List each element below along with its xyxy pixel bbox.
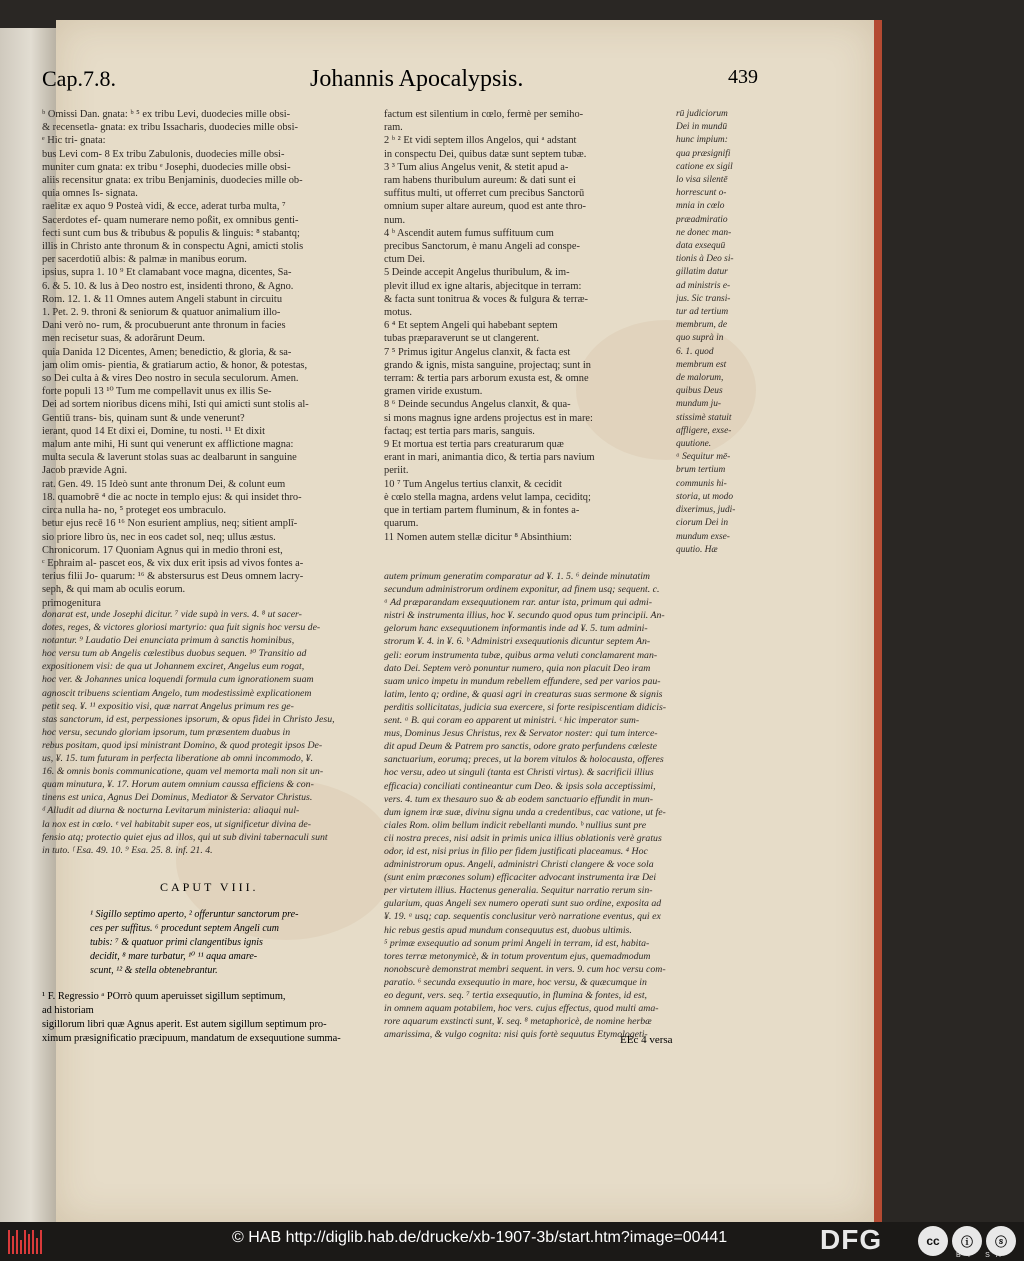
commentary-line: vers. 4. tum ex thesauro suo & ab eodem sanctuario effundit in mun- xyxy=(384,793,654,805)
text-line: 18. quamobrē ⁴ die ac nocte in templo ejus: & qui insidet thro- xyxy=(42,491,302,503)
margin-note-line: de malorum, xyxy=(676,373,724,384)
text-line: grando & ignis, mista sanguine, projectaq; sunt in xyxy=(384,359,591,371)
text-line: 10 ⁷ Tum Angelus tertius clanxit, & cecidit xyxy=(384,478,562,490)
commentary-line: latim, lento q; ordine, & quasi agri in creaturas suas sermone & signis xyxy=(384,688,663,700)
text-line: betur ejus recē 16 ¹⁶ Non esurient amplius, neq; sitient amplī- xyxy=(42,518,298,530)
right-marginal-notes xyxy=(676,108,760,557)
text-line: circa nulla ha- no, ⁵ proteget eos umbraculo. xyxy=(42,505,226,517)
margin-note-line: rū judiciorum xyxy=(676,109,728,119)
chapter-summary xyxy=(90,908,380,978)
margin-note-line: horrescunt o- xyxy=(676,188,727,199)
summary-line: ¹ Sigillo septimo aperto, ² offeruntur sanctorum pre- xyxy=(90,909,299,920)
commentary-line: tores terræ metonymicè, & in totum proventum ejus, quemadmodum xyxy=(384,950,651,962)
text-line: ipsius, supra 1. 10 ⁹ Et clamabant voce magna, dicentes, Sa- xyxy=(42,267,292,279)
margin-note-line: 6. 1. quod xyxy=(676,346,714,357)
margin-note-line: quutione. xyxy=(676,439,712,450)
commentary-line: geli: eorum instrumenta tubæ, quibus arma veluti conclamarent man- xyxy=(384,649,658,661)
margin-note-line: mnia in cœlo xyxy=(676,201,725,212)
chapter-opening-text xyxy=(42,990,382,1046)
commentary-line: ciales Rom. olim bellum indicit rebellanti mundo. ᵇ nullius sunt pre xyxy=(384,819,647,831)
margin-note-line: mundum exse- xyxy=(676,531,730,542)
margin-note-line: gillatim datur xyxy=(676,267,728,278)
chapter-heading: CAPUT VIII. xyxy=(160,880,259,894)
text-line: 2 ᵇ ² Et vidi septem illos Angelos, qui ᵃ adstant xyxy=(384,135,577,147)
commentary-line: notantur. ⁹ Laudatio Dei enunciata primum à sanctis hominibus, xyxy=(42,635,295,647)
margin-note-line: brum tertium xyxy=(676,465,726,476)
text-line: gramen viride exustum. xyxy=(384,386,483,398)
catchword: EEc 4 versa xyxy=(620,1034,673,1046)
summary-line: scunt, ¹² & stella obtenebrantur. xyxy=(90,965,218,976)
margin-note-line: hunc impium: xyxy=(676,135,728,146)
cc-icon: cc xyxy=(918,1226,948,1256)
margin-note-line: mundum ju- xyxy=(676,399,722,410)
text-line: quarum. xyxy=(384,518,419,530)
left-commentary xyxy=(42,608,378,857)
sa-icon: ⓢ xyxy=(986,1226,1016,1256)
commentary-line: quam minutura, ¥. 17. Horum autem omnium caussa efficiens & con- xyxy=(42,779,314,791)
text-line: 8 ⁶ Deinde secundus Angelus clanxit, & qua- xyxy=(384,399,571,411)
commentary-line: suam unico impetu in mundum rebellem effundere, sed per varios pau- xyxy=(384,675,661,687)
text-line: 3 ³ Tum alius Angelus venit, & stetit apud a- xyxy=(384,161,569,173)
commentary-line: us, ¥. 15. tum futuram in perfecta liberatione ab omni incommodo, ¥. xyxy=(42,753,314,765)
margin-note-line: dixerimus, judi- xyxy=(676,505,736,516)
margin-note-line: qua præsignifi xyxy=(676,148,731,159)
book-title: Johannis Apocalypsis. xyxy=(310,66,524,92)
text-line: ¹ F. Regressio ᵃ POrrò quum aperuisset sigillum septimum, xyxy=(42,991,286,1002)
text-line: ad historiam xyxy=(42,1005,94,1016)
commentary-line: ᵈ Alludit ad diurna & nocturna Levitarum ministeria: aliaqui nul- xyxy=(42,805,300,817)
text-line: que in tertiam partem fluminum, & in fontes a- xyxy=(384,505,580,517)
margin-note-line: jus. Sic transi- xyxy=(676,293,731,304)
commentary-line: dum ignem iræ suæ, divinu signu unda a credentibus, cac vatione, ut fe- xyxy=(384,806,666,818)
text-line: rat. Gen. 49. 15 Ideò sunt ante thronum Dei, & colunt eum xyxy=(42,478,286,490)
commentary-line: per virtutem illius. Hactenus generalia. Sequitur narratio rerum sin- xyxy=(384,885,653,897)
text-line: tubas præparaverunt se ut clangerent. xyxy=(384,333,539,345)
commentary-line: rebus positam, quod ipsi ministrant Domino, & quod protegit ipsos De- xyxy=(42,739,323,751)
margin-note-line: quutio. Hæ xyxy=(676,544,718,555)
text-line: 5 Deinde accepit Angelus thuribulum, & im- xyxy=(384,267,570,279)
text-line: 11 Nomen autem stellæ dicitur ⁸ Absinthium: xyxy=(384,531,572,543)
commentary-line: hoc versu tum ab Angelis cælestibus duobus sequen. ¹⁰ Transitio ad xyxy=(42,648,307,660)
commentary-line: sent. ᵃ B. qui coram eo apparent ut ministri. ᶜ hic imperator sum- xyxy=(384,715,640,727)
text-line: jam olim omis- pientia, & gratiarum actio, & honor, & potestas, xyxy=(42,359,308,371)
text-line: men recisetur suas, & adorārunt Deum. xyxy=(42,333,206,345)
commentary-line: hic rebus gestis apud mundum consequutus est, duobus ultimis. xyxy=(384,924,632,936)
text-line: fecti sunt cum bus & tribubus & populis & linguis: ⁸ stabantq; xyxy=(42,227,300,239)
commentary-line: in omnem aquam potabilem, hoc vers. cujus effectus, quod multi ama- xyxy=(384,1003,659,1015)
margin-note-line: ne donec man- xyxy=(676,227,732,238)
text-line: terius filii Jo- quarum: ¹⁶ & abstersurus est Deus omnem lacry- xyxy=(42,571,304,583)
commentary-line: dotes, reges, & victores gloriosi martyrio: qua fuit signis hoc versu de- xyxy=(42,622,321,634)
text-line: suffitus multi, ut offerret cum precibus Sanctorū xyxy=(384,188,585,200)
by-icon: ⓘ xyxy=(952,1226,982,1256)
margin-note-line: ad ministris e- xyxy=(676,280,731,291)
margin-note-line: præadmiratio xyxy=(676,214,728,225)
text-line: Chronicorum. 17 Quoniam Agnus qui in medio throni est, xyxy=(42,544,283,556)
text-line: ᵇ Omissi Dan. gnata: ᵇ ⁵ ex tribu Levi, duodecies mille obsi- xyxy=(42,109,291,120)
right-column-text xyxy=(384,108,676,544)
commentary-line: cii nostra preces, nisi adsit in primis unica illius oblationis verè gratus xyxy=(384,832,662,844)
commentary-line: (sunt enim præcones solum) efficaciter advocant instrumenta iræ Dei xyxy=(384,872,657,884)
commentary-line: amarissima, & vulgo cognita: nisi quis fortè sequutus Etymologeti- xyxy=(384,1029,648,1041)
commentary-line: efficacia) conciliati contineantur cum Deo. & ipsis sola acceptissimi, xyxy=(384,780,656,792)
margin-note-line: affligere, exse- xyxy=(676,425,732,436)
running-header xyxy=(42,66,758,102)
chapter-label: Cap.7.8. xyxy=(42,66,116,91)
text-line: 4 ᵇ Ascendit autem fumus suffituum cum xyxy=(384,227,554,239)
summary-line: tubis: ⁷ & quatuor primi clangentibus ignis xyxy=(90,937,263,948)
text-line: ctum Dei. xyxy=(384,254,425,266)
margin-note-line: quo suprà in xyxy=(676,333,724,344)
text-line: quia Danida 12 Dicentes, Amen; benedictio, & gloria, & sa- xyxy=(42,346,292,358)
commentary-line: agnoscit tribuens scientiam Angelo, tum modestissimè explicationem xyxy=(42,687,312,699)
text-line: ᵉ Hic tri- gnata: xyxy=(42,135,106,147)
commentary-line: dit apud Deum & Patrem pro sanctis, odore grato perfundens cœleste xyxy=(384,741,657,753)
commentary-line: nistri & instrumenta illius, hoc ¥. secundo quod opus tum principii. An- xyxy=(384,610,665,622)
margin-note-line: catione ex sigil xyxy=(676,161,733,172)
text-line: in conspectu Dei, quibus datæ sunt septem tubæ. xyxy=(384,148,587,160)
text-line: 6 ⁴ Et septem Angeli qui habebant septem xyxy=(384,320,558,332)
commentary-line: rore aquarum exstincti sunt, ¥. seq. ⁸ metaphoricè, de nomine herbæ xyxy=(384,1016,652,1028)
margin-note-line: stissimè statuit xyxy=(676,412,732,423)
text-line: muniter cum gnata: ex tribu ᵉ Josephi, duodecies mille obsi- xyxy=(42,161,291,173)
margin-note-line: membrum est xyxy=(676,359,727,370)
commentary-line: autem primum generatim comparatur ad ¥. 1. 5. ⁶ deinde minutatim xyxy=(384,571,650,582)
text-line: precibus Sanctorum, è manu Angeli ad conspe- xyxy=(384,241,580,253)
text-line: seph, & qui mam ab oculis eorum. xyxy=(42,584,186,596)
text-line: quia omnes Is- signata. xyxy=(42,188,138,200)
text-line: terram: & tertia pars arborum exusta est, & omne xyxy=(384,373,589,385)
margin-note-line: ciorum Dei in xyxy=(676,518,729,529)
text-line: per sacerdotiū albis: & palmæ in manibus eorum. xyxy=(42,254,247,266)
commentary-line: in tuto. ᶠ Esa. 49. 10. ⁹ Esa. 25. 8. inf. 21. 4. xyxy=(42,844,213,856)
text-line: Sacerdotes ef- quam numerare nemo poßit, ex omnibus genti- xyxy=(42,214,299,226)
text-line: 6. & 5. 10. & lus à Deo nostro est, insidenti throno, & Agno. xyxy=(42,280,294,292)
text-line: so Dei culta à & vires Deo nostro in secula seculorum. Amen. xyxy=(42,373,299,385)
dfg-logo: DFG xyxy=(820,1224,883,1255)
text-line: periit. xyxy=(384,465,409,477)
margin-note-line: lo visa silentē xyxy=(676,175,728,186)
text-line: malum ante mihi, Hi sunt qui venerunt ex afflictione magna: xyxy=(42,439,294,451)
commentary-line: nonobscurè demonstrat membri sequent. in vers. 9. cum hoc versu com- xyxy=(384,963,666,975)
text-line: raelitæ ex aquo 9 Posteà vidi, & ecce, aderat turba multa, ⁷ xyxy=(42,201,286,213)
text-line: erant in mari, animantia dico, & tertia pars navium xyxy=(384,452,595,464)
commentary-line: hoc ver. & Johannes unica loquendi formula cum ignorationem suam xyxy=(42,674,314,686)
text-line: Rom. 12. 1. & 11 Omnes autem Angeli stabunt in circuitu xyxy=(42,293,283,305)
text-line: Jacob prævide Agni. xyxy=(42,465,128,477)
text-line: Dani verò no- rum, & procubuerunt ante thronum in facies xyxy=(42,320,286,332)
page-number: 439 xyxy=(728,66,758,88)
commentary-line: hoc versu, adeo ut singuli (tanta est Christi virtus). & sacrificii illius xyxy=(384,767,654,779)
text-line: primogenitura xyxy=(42,597,101,609)
commentary-line: gelorum hanc exsequutionem informantis inde ad ¥. 5. tum admini- xyxy=(384,623,648,635)
summary-line: decidit, ⁸ mare turbatur, ¹⁰ ¹¹ aqua amare- xyxy=(90,951,258,962)
text-line: 1. Pet. 2. 9. throni & seniorum & quatuor animalium illo- xyxy=(42,307,281,319)
text-line: forte populi 13 ¹⁰ Tum me compellavit unus ex illis Se- xyxy=(42,386,272,398)
commentary-line: hoc versu, secundo gloriam ipsorum, tum præsentem duabus in xyxy=(42,726,291,738)
margin-note-line: quibus Deus xyxy=(676,386,723,397)
page-red-edge xyxy=(874,20,882,1222)
margin-note-line: tur ad tertium xyxy=(676,307,729,318)
commentary-line: ¥. 19. ᵃ usq; cap. sequentis conclusitur verò narratione eventus, qui ex xyxy=(384,911,661,923)
text-line: multa secula & laverunt stolas suas ac dealbarunt in sanguine xyxy=(42,452,297,464)
text-line: factum est silentium in cœlo, fermè per semiho- xyxy=(384,109,584,120)
margin-note-line: storia, ut modo xyxy=(676,491,734,502)
commentary-line: secundum administrorum ordinem exponitur, ad finem usq; sequent. c. xyxy=(384,584,660,596)
text-line: omnium super altare aureum, quod est ante thro- xyxy=(384,201,586,213)
commentary-line: ᵃ Ad præparandam exsequutionem rar. antur ista, primum qui admi- xyxy=(384,597,652,609)
margin-note-line: data exsequū xyxy=(676,241,726,252)
margin-note-line: communis hi- xyxy=(676,478,727,489)
license-label: BY SA xyxy=(956,1252,1007,1259)
text-line: & recensetla- gnata: ex tribu Issacharis, duodecies mille obsi- xyxy=(42,122,298,134)
copyright-link[interactable]: © HAB http://diglib.hab.de/drucke/xb-1907-3b/start.htm?image=00441 xyxy=(232,1229,728,1246)
text-line: plevit illud ex igne altaris, abjecitque in terram: xyxy=(384,280,582,292)
commentary-line: odor, id est, nisi prius in filio per fidem justificati placeamus. ⁴ Hoc xyxy=(384,845,648,857)
text-line: 7 ⁵ Primus igitur Angelus clanxit, & facta est xyxy=(384,346,571,358)
left-column-text xyxy=(42,108,378,610)
commentary-line: paratio. ⁶ secunda exsequutio in mare, hoc versu, & quæcumque in xyxy=(384,976,647,988)
commentary-line: stas sanctorum, id est, perpessiones ipsorum, & opus fidei in Christo Jesu, xyxy=(42,713,335,725)
commentary-line: gularium, quas Angeli sex numero operati sunt suo ordine, exposita ad xyxy=(384,898,662,910)
commentary-line: ⁵ primæ exsequutio ad sonum primi Angeli in terram, id est, habita- xyxy=(384,937,650,949)
right-commentary xyxy=(384,570,720,1041)
text-line: factaq; est tertia pars maris, sanguis. xyxy=(384,425,535,437)
text-line: si mons magnus igne ardens projectus est in mare: xyxy=(384,412,593,424)
margin-note-line: membrum, de xyxy=(676,320,728,331)
commentary-line: la nox est in cœlo. ᵉ vel habitabit super eos, ut significetur divina de- xyxy=(42,818,311,830)
text-line: Dei ad sortem nioribus dicens mihi, Isti qui amicti sunt stolis al- xyxy=(42,399,309,411)
text-line: aliis recensitur gnata: ex tribu Benjaminis, duodecies mille ob- xyxy=(42,175,303,187)
text-line: motus. xyxy=(384,307,413,319)
text-line: Gentiū trans- bis, quinam sunt & unde venerunt? xyxy=(42,412,245,424)
text-line: ᶜ Ephraim al- pascet eos, & vix dux erit ipsis ad vivos fontes a- xyxy=(42,557,304,569)
text-line: illis in Christo ante thronum & in conspectu Agni, amicti stolis xyxy=(42,241,304,253)
commentary-line: 16. & omnis bonis communicatione, quam vel memorta mali non sit un- xyxy=(42,766,324,778)
commentary-line: donarat est, unde Josephi dicitur. ⁷ vide supà in vers. 4. ⁸ ut sacer- xyxy=(42,609,302,620)
commentary-line: mus, Dominus Jesus Christus, rex & Servator noster: qui tum interce- xyxy=(384,728,658,740)
text-line: 9 Et mortua est tertia pars creaturarum quæ xyxy=(384,439,564,451)
library-barcode-icon xyxy=(8,1228,42,1254)
text-line: sio priore libro ùs, nec in eos cadet sol, neq; ullus æstus. xyxy=(42,531,276,543)
text-line: sigillorum libri quæ Agnus aperit. Est autem sigillum septimum pro- xyxy=(42,1019,327,1030)
text-line: è cœlo stella magna, ardens velut lampa, ceciditq; xyxy=(384,491,591,503)
margin-note-line: tionis à Deo si- xyxy=(676,254,734,265)
text-line: bus Levi com- 8 Ex tribu Zabulonis, duodecies mille obsi- xyxy=(42,148,285,160)
text-line: ximum præsignificatio præcipuum, mandatum de exsequutione summa- xyxy=(42,1033,341,1044)
margin-note-line: ᵃ Sequitur mē- xyxy=(676,452,731,463)
text-line: ram habens thuribulum aureum: & dati sunt ei xyxy=(384,175,576,187)
summary-line: ces per suffitus. ⁶ procedunt septem Angeli cum xyxy=(90,923,279,934)
text-line: num. xyxy=(384,214,406,226)
commentary-line: dato Dei. Septem verò ponuntur numero, quia non placuit Deo iram xyxy=(384,662,651,674)
commentary-line: perditis sollicitatas, judicia sua exercere, si forte resipiscentiam didicis- xyxy=(384,701,667,713)
commentary-line: expositionem visi: de qua ut Johannem exciret, Angelus eum rogat, xyxy=(42,661,305,673)
commentary-line: administrorum opus. Angeli, administri Christi clangere & voce sola xyxy=(384,859,654,871)
commentary-line: fensio atq; protectio quiet ejus ad illos, qui ut sub divini tabernaculi sunt xyxy=(42,831,328,843)
commentary-line: sanctuarium, eorumq; preces, ut la borem vitulos & holocausta, offeres xyxy=(384,754,664,766)
commentary-line: eo degunt, vers. seq. ⁷ tertia exsequutio, in flumina & fontes, id est, xyxy=(384,990,647,1001)
text-line: & facta sunt tonitrua & voces & fulgura & terræ- xyxy=(384,293,589,305)
text-line: ram. xyxy=(384,122,403,134)
commentary-line: tinens est unica, Agnus Dei Dominus, Mediator & Servator Christus. xyxy=(42,792,313,804)
text-line: ierant, quod 14 Et dixi ei, Domine, tu nosti. ¹¹ Et dixit xyxy=(42,425,265,437)
commentary-line: petit seq. ¥. ¹¹ expositio visi, quæ narrat Angelus primum res ge- xyxy=(42,700,294,712)
commentary-line: strorum ¥. 4. in ¥. 6. ᵇ Administri exsequutionis dicuntur septem An- xyxy=(384,636,651,648)
margin-note-line: Dei in mundū xyxy=(676,122,728,133)
